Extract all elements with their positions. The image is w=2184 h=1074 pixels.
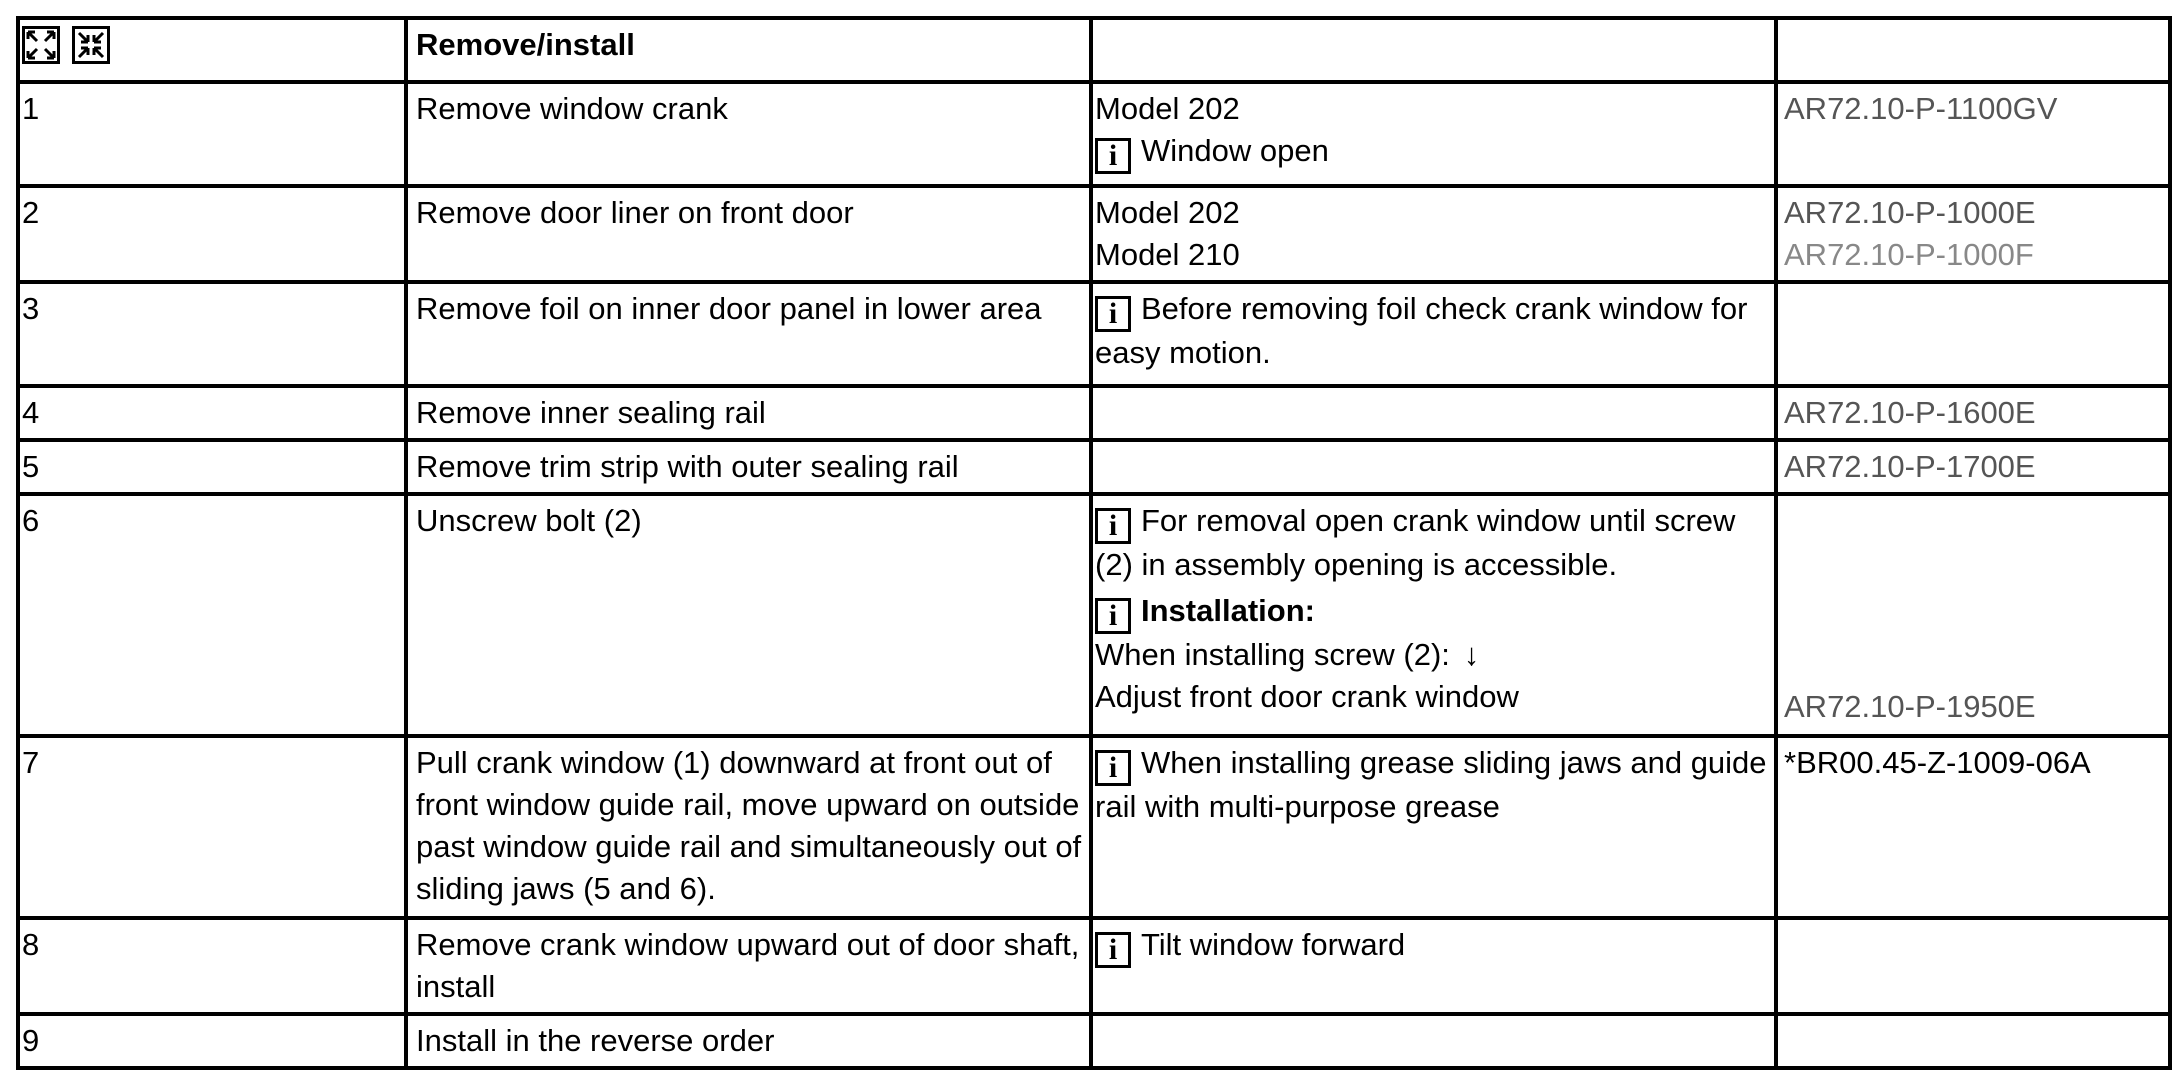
info-text: Before removing foil check crank window for easy motion. (1095, 291, 1748, 370)
expand-all-icon[interactable] (22, 26, 60, 64)
info-note (1095, 924, 1768, 968)
procedure-table (16, 16, 2172, 1070)
info-note (1095, 742, 1768, 828)
step-text: Unscrew bolt (2) (406, 494, 1091, 736)
header-icons-cell (18, 18, 406, 82)
note-line: Adjust front door crank window (1095, 679, 1519, 714)
note-cell (1091, 82, 1776, 186)
table-row (18, 440, 2170, 494)
ref-link[interactable]: AR72.10-P-1700E (1784, 449, 2036, 484)
ref-cell (1776, 440, 2170, 494)
step-number: 5 (18, 440, 406, 494)
step-text: Remove trim strip with outer sealing rail (406, 440, 1091, 494)
info-text: For removal open crank window until screw (2) in assembly opening is accessible. (1095, 503, 1736, 582)
info-text: Tilt window forward (1141, 927, 1406, 962)
info-text: When installing grease sliding jaws and guide rail with multi-purpose grease (1095, 745, 1767, 824)
table-row (18, 736, 2170, 918)
header-title: Remove/install (406, 18, 1091, 82)
table-row (18, 494, 2170, 736)
ref-link[interactable]: AR72.10-P-1950E (1784, 689, 2036, 724)
info-note (1095, 500, 1768, 586)
note-cell (1091, 282, 1776, 386)
ref-cell (1776, 186, 2170, 282)
ref-cell (1776, 386, 2170, 440)
info-icon: i (1095, 508, 1131, 544)
info-icon: i (1095, 932, 1131, 968)
arrow-down-icon: ↓ (1463, 637, 1480, 672)
step-number: 6 (18, 494, 406, 736)
step-text: Pull crank window (1) downward at front out of front window guide rail, move upward on outside past window guide rail and simultaneously out of sliding jaws (5 and 6). (406, 736, 1091, 918)
info-icon: i (1095, 296, 1131, 332)
table-row (18, 282, 2170, 386)
note-cell (1091, 440, 1776, 494)
note-cell (1091, 736, 1776, 918)
note-cell (1091, 386, 1776, 440)
info-icon: i (1095, 138, 1131, 174)
note-cell (1091, 494, 1776, 736)
step-number: 1 (18, 82, 406, 186)
info-text: Window open (1141, 133, 1329, 168)
info-note (1095, 130, 1768, 174)
ref-cell (1776, 282, 2170, 386)
step-number: 7 (18, 736, 406, 918)
note-line (1095, 634, 1768, 676)
installation-heading: Installation: (1141, 593, 1315, 628)
step-text: Install in the reverse order (406, 1014, 1091, 1068)
step-text: Remove inner sealing rail (406, 386, 1091, 440)
info-icon: i (1095, 598, 1131, 634)
info-icon: i (1095, 750, 1131, 786)
note-line: Model 202 (1095, 91, 1240, 126)
collapse-all-icon[interactable] (72, 26, 110, 64)
note-cell (1091, 186, 1776, 282)
note-cell (1091, 918, 1776, 1014)
ref-link[interactable]: AR72.10-P-1100GV (1784, 91, 2058, 126)
ref-cell (1776, 918, 2170, 1014)
header-ref-cell (1776, 18, 2170, 82)
table-header-row (18, 18, 2170, 82)
table-row (18, 918, 2170, 1014)
step-number: 2 (18, 186, 406, 282)
step-number: 9 (18, 1014, 406, 1068)
note-cell (1091, 1014, 1776, 1068)
note-line: Model 210 (1095, 237, 1240, 272)
table-row (18, 82, 2170, 186)
ref-cell (1776, 494, 2170, 736)
table-row (18, 1014, 2170, 1068)
step-text: Remove door liner on front door (406, 186, 1091, 282)
table-row (18, 386, 2170, 440)
info-note (1095, 288, 1768, 374)
ref-cell (1776, 82, 2170, 186)
info-note (1095, 590, 1768, 634)
note-text: When installing screw (2): (1095, 637, 1450, 672)
ref-link[interactable]: AR72.10-P-1000F (1784, 237, 2034, 272)
ref-link[interactable]: AR72.10-P-1600E (1784, 395, 2036, 430)
table-row (18, 186, 2170, 282)
ref-link[interactable]: AR72.10-P-1000E (1784, 195, 2036, 230)
step-number: 8 (18, 918, 406, 1014)
step-text: Remove window crank (406, 82, 1091, 186)
step-text: Remove foil on inner door panel in lower area (406, 282, 1091, 386)
ref-cell (1776, 736, 2170, 918)
note-line: Model 202 (1095, 195, 1240, 230)
step-text: Remove crank window upward out of door shaft, install (406, 918, 1091, 1014)
ref-cell (1776, 1014, 2170, 1068)
step-number: 3 (18, 282, 406, 386)
header-note-cell (1091, 18, 1776, 82)
step-number: 4 (18, 386, 406, 440)
ref-link[interactable]: *BR00.45-Z-1009-06A (1784, 745, 2091, 780)
